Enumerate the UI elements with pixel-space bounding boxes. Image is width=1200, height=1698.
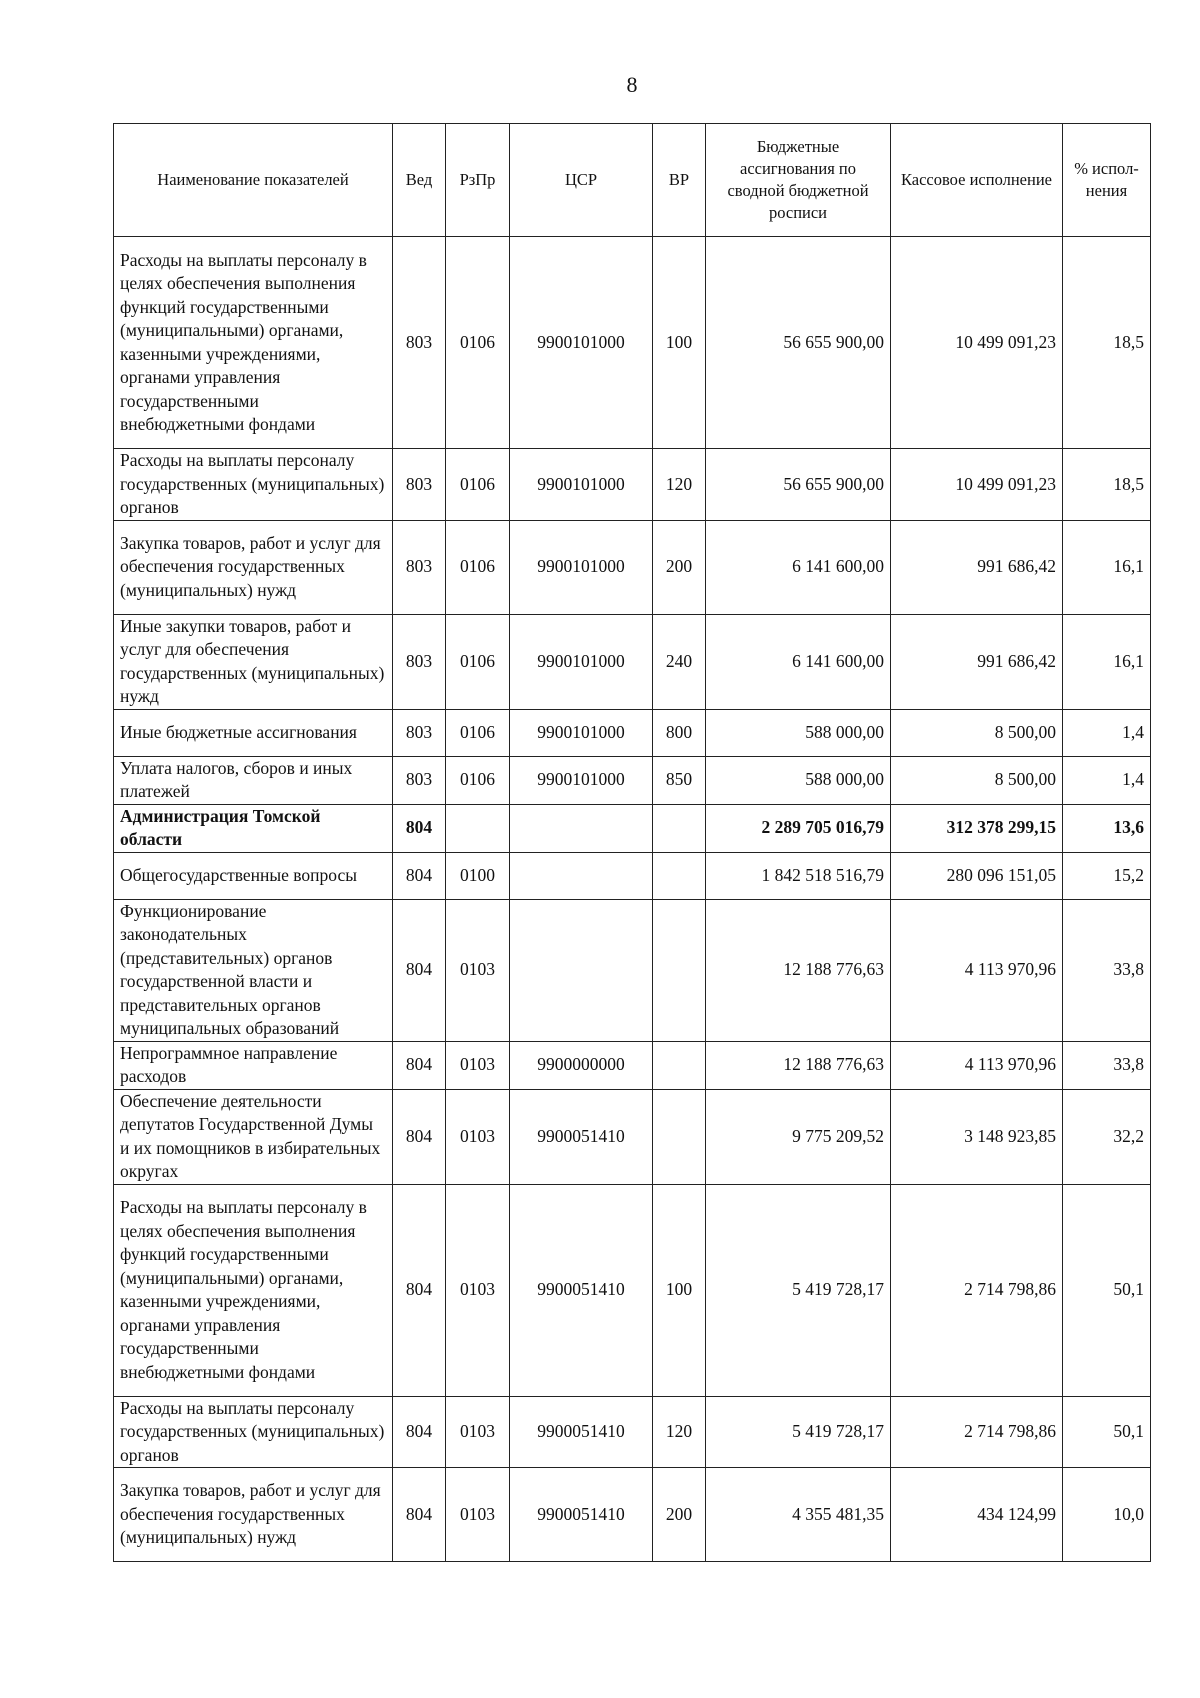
cell-name: Уплата налогов, сборов и иных платежей (114, 756, 393, 804)
cell-rzpr: 0106 (446, 237, 510, 449)
cell-rzpr: 0106 (446, 449, 510, 521)
cell-kass: 8 500,00 (891, 756, 1063, 804)
cell-kass: 10 499 091,23 (891, 449, 1063, 521)
cell-csr: 9900101000 (510, 520, 653, 614)
table-row (114, 237, 1151, 449)
cell-budget: 4 355 481,35 (706, 1468, 891, 1562)
cell-budget: 6 141 600,00 (706, 614, 891, 709)
cell-name: Обеспечение деятельности депутатов Государственной Думы и их помощников в избирательных округах (114, 1089, 393, 1184)
header-ved: Вед (393, 124, 446, 237)
cell-pct: 10,0 (1063, 1468, 1151, 1562)
cell-csr: 9900051410 (510, 1184, 653, 1396)
table-row (114, 1468, 1151, 1562)
cell-csr (510, 899, 653, 1041)
table-row (114, 1041, 1151, 1089)
cell-budget: 588 000,00 (706, 709, 891, 756)
cell-name: Администрация Томской области (114, 804, 393, 852)
cell-vr (653, 1041, 706, 1089)
cell-csr: 9900101000 (510, 756, 653, 804)
cell-name: Непрограммное направление расходов (114, 1041, 393, 1089)
cell-name: Расходы на выплаты персоналу в целях обеспечения выполнения функций государственными (муниципальными) органами, казенными учреждениями, органами управления государственными внебюджетными фондами (114, 1184, 393, 1396)
cell-rzpr: 0106 (446, 520, 510, 614)
cell-rzpr: 0106 (446, 709, 510, 756)
cell-kass: 2 714 798,86 (891, 1184, 1063, 1396)
cell-ved: 804 (393, 804, 446, 852)
cell-ved: 803 (393, 756, 446, 804)
cell-ved: 803 (393, 520, 446, 614)
cell-rzpr: 0103 (446, 1041, 510, 1089)
cell-pct: 33,8 (1063, 899, 1151, 1041)
cell-vr: 120 (653, 449, 706, 521)
cell-name: Иные бюджетные ассигнования (114, 709, 393, 756)
header-vr: ВР (653, 124, 706, 237)
cell-name: Расходы на выплаты персоналу государственных (муниципальных) органов (114, 449, 393, 521)
cell-pct: 18,5 (1063, 449, 1151, 521)
cell-name: Расходы на выплаты персоналу в целях обеспечения выполнения функций государственными (муниципальными) органами, казенными учреждениями, органами управления государственными внебюджетными фондами (114, 237, 393, 449)
cell-rzpr: 0100 (446, 852, 510, 899)
cell-rzpr: 0103 (446, 1468, 510, 1562)
cell-kass: 280 096 151,05 (891, 852, 1063, 899)
cell-pct: 50,1 (1063, 1396, 1151, 1468)
cell-name: Функционирование законодательных (представительных) органов государственной власти и представительных органов муниципальных образований (114, 899, 393, 1041)
cell-budget: 56 655 900,00 (706, 237, 891, 449)
cell-ved: 803 (393, 237, 446, 449)
cell-name: Закупка товаров, работ и услуг для обеспечения государственных (муниципальных) нужд (114, 1468, 393, 1562)
cell-csr (510, 804, 653, 852)
cell-name: Иные закупки товаров, работ и услуг для обеспечения государственных (муниципальных) нужд (114, 614, 393, 709)
cell-name: Общегосударственные вопросы (114, 852, 393, 899)
cell-pct: 13,6 (1063, 804, 1151, 852)
cell-kass: 991 686,42 (891, 614, 1063, 709)
cell-pct: 16,1 (1063, 614, 1151, 709)
cell-csr: 9900101000 (510, 709, 653, 756)
cell-ved: 804 (393, 1184, 446, 1396)
table-header-row (114, 124, 1151, 237)
cell-vr: 200 (653, 520, 706, 614)
cell-ved: 803 (393, 614, 446, 709)
cell-kass: 991 686,42 (891, 520, 1063, 614)
cell-pct: 32,2 (1063, 1089, 1151, 1184)
cell-ved: 803 (393, 449, 446, 521)
cell-budget: 588 000,00 (706, 756, 891, 804)
cell-rzpr: 0103 (446, 1396, 510, 1468)
cell-rzpr (446, 804, 510, 852)
cell-budget: 2 289 705 016,79 (706, 804, 891, 852)
cell-csr: 9900051410 (510, 1468, 653, 1562)
table-row (114, 756, 1151, 804)
cell-vr: 850 (653, 756, 706, 804)
cell-kass: 434 124,99 (891, 1468, 1063, 1562)
cell-ved: 804 (393, 899, 446, 1041)
cell-csr: 9900000000 (510, 1041, 653, 1089)
cell-ved: 804 (393, 852, 446, 899)
cell-vr (653, 899, 706, 1041)
cell-vr (653, 804, 706, 852)
cell-budget: 6 141 600,00 (706, 520, 891, 614)
cell-vr: 800 (653, 709, 706, 756)
table-row (114, 709, 1151, 756)
cell-budget: 12 188 776,63 (706, 899, 891, 1041)
cell-kass: 3 148 923,85 (891, 1089, 1063, 1184)
cell-pct: 15,2 (1063, 852, 1151, 899)
cell-vr: 240 (653, 614, 706, 709)
cell-vr (653, 852, 706, 899)
cell-name: Расходы на выплаты персоналу государственных (муниципальных) органов (114, 1396, 393, 1468)
cell-rzpr: 0106 (446, 614, 510, 709)
cell-csr: 9900101000 (510, 449, 653, 521)
cell-rzpr: 0106 (446, 756, 510, 804)
table-row (114, 614, 1151, 709)
cell-rzpr: 0103 (446, 1184, 510, 1396)
header-rzpr: РзПр (446, 124, 510, 237)
cell-pct: 33,8 (1063, 1041, 1151, 1089)
cell-kass: 4 113 970,96 (891, 1041, 1063, 1089)
cell-pct: 1,4 (1063, 756, 1151, 804)
cell-rzpr: 0103 (446, 899, 510, 1041)
table-body (114, 237, 1151, 1562)
cell-budget: 5 419 728,17 (706, 1184, 891, 1396)
page-number: 8 (626, 72, 638, 97)
cell-pct: 18,5 (1063, 237, 1151, 449)
cell-budget: 9 775 209,52 (706, 1089, 891, 1184)
header-budget: Бюджетные ассигнования по сводной бюджетной росписи (706, 124, 891, 237)
header-csr: ЦСР (510, 124, 653, 237)
cell-csr (510, 852, 653, 899)
cell-ved: 804 (393, 1041, 446, 1089)
cell-pct: 50,1 (1063, 1184, 1151, 1396)
cell-vr: 100 (653, 1184, 706, 1396)
cell-ved: 804 (393, 1396, 446, 1468)
cell-pct: 1,4 (1063, 709, 1151, 756)
cell-kass: 10 499 091,23 (891, 237, 1063, 449)
table-row (114, 520, 1151, 614)
cell-vr: 100 (653, 237, 706, 449)
table-row (114, 449, 1151, 521)
cell-csr: 9900101000 (510, 237, 653, 449)
cell-budget: 56 655 900,00 (706, 449, 891, 521)
cell-vr: 120 (653, 1396, 706, 1468)
cell-vr (653, 1089, 706, 1184)
cell-ved: 804 (393, 1468, 446, 1562)
cell-pct: 16,1 (1063, 520, 1151, 614)
budget-execution-table (113, 123, 1151, 1562)
table-row (114, 1396, 1151, 1468)
cell-csr: 9900051410 (510, 1089, 653, 1184)
cell-name: Закупка товаров, работ и услуг для обеспечения государственных (муниципальных) нужд (114, 520, 393, 614)
cell-csr: 9900101000 (510, 614, 653, 709)
cell-budget: 12 188 776,63 (706, 1041, 891, 1089)
cell-budget: 5 419 728,17 (706, 1396, 891, 1468)
cell-kass: 4 113 970,96 (891, 899, 1063, 1041)
table-row (114, 1184, 1151, 1396)
header-pct: % испол- нения (1063, 124, 1151, 237)
cell-kass: 8 500,00 (891, 709, 1063, 756)
table-row (114, 804, 1151, 852)
table-row (114, 899, 1151, 1041)
cell-kass: 312 378 299,15 (891, 804, 1063, 852)
table-row (114, 1089, 1151, 1184)
cell-ved: 804 (393, 1089, 446, 1184)
cell-csr: 9900051410 (510, 1396, 653, 1468)
cell-vr: 200 (653, 1468, 706, 1562)
header-name: Наименование показателей (114, 124, 393, 237)
cell-kass: 2 714 798,86 (891, 1396, 1063, 1468)
table-row (114, 852, 1151, 899)
cell-rzpr: 0103 (446, 1089, 510, 1184)
cell-budget: 1 842 518 516,79 (706, 852, 891, 899)
cell-ved: 803 (393, 709, 446, 756)
header-kass: Кассовое исполнение (891, 124, 1063, 237)
